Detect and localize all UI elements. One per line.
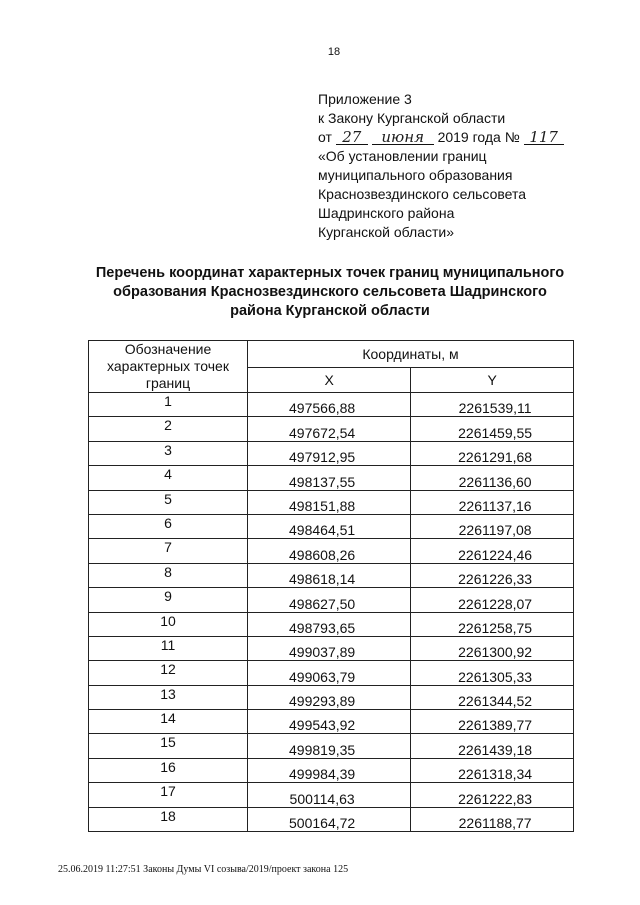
appendix-law-title-1: «Об установлении границ <box>318 148 487 164</box>
coordinates-table <box>88 340 574 832</box>
x-coordinate-cell: 498608,26 <box>248 539 411 563</box>
y-coordinate-cell: 2261318,34 <box>411 758 574 782</box>
point-number-cell: 1 <box>89 393 248 417</box>
y-coordinate-cell: 2261344,52 <box>411 685 574 709</box>
appendix-law-title-4: Шадринского района <box>318 205 455 221</box>
point-number-cell: 13 <box>89 685 248 709</box>
x-coordinate-cell: 497566,88 <box>248 393 411 417</box>
header-y: Y <box>411 367 574 393</box>
point-number-cell: 6 <box>89 514 248 538</box>
y-coordinate-cell: 2261539,11 <box>411 393 574 417</box>
table-row <box>89 588 574 612</box>
handwritten-law-number: 117 <box>524 130 564 145</box>
y-coordinate-cell: 2261226,33 <box>411 563 574 587</box>
y-coordinate-cell: 2261222,83 <box>411 783 574 807</box>
x-coordinate-cell: 498793,65 <box>248 612 411 636</box>
x-coordinate-cell: 499984,39 <box>248 758 411 782</box>
y-coordinate-cell: 2261439,18 <box>411 734 574 758</box>
appendix-law-title-2: муниципального образования <box>318 167 513 183</box>
x-coordinate-cell: 498151,88 <box>248 490 411 514</box>
x-coordinate-cell: 498137,55 <box>248 466 411 490</box>
page-number: 18 <box>327 46 341 58</box>
date-suffix: 2019 года № <box>437 129 520 145</box>
table-row <box>89 734 574 758</box>
y-coordinate-cell: 2261136,60 <box>411 466 574 490</box>
y-coordinate-cell: 2261300,92 <box>411 636 574 660</box>
date-prefix: от <box>318 129 332 145</box>
appendix-date-line <box>318 128 618 147</box>
point-number-cell: 4 <box>89 466 248 490</box>
point-number-cell: 8 <box>89 563 248 587</box>
point-number-cell: 9 <box>89 588 248 612</box>
table-row <box>89 393 574 417</box>
table-row <box>89 417 574 441</box>
table-row <box>89 710 574 734</box>
y-coordinate-cell: 2261197,08 <box>411 514 574 538</box>
y-coordinate-cell: 2261188,77 <box>411 807 574 831</box>
x-coordinate-cell: 498618,14 <box>248 563 411 587</box>
title-line-3: района Курганской области <box>230 303 430 319</box>
x-coordinate-cell: 497672,54 <box>248 417 411 441</box>
point-number-cell: 18 <box>89 807 248 831</box>
table-body <box>89 393 574 832</box>
point-number-cell: 14 <box>89 710 248 734</box>
point-number-cell: 17 <box>89 783 248 807</box>
point-number-cell: 5 <box>89 490 248 514</box>
y-coordinate-cell: 2261224,46 <box>411 539 574 563</box>
y-coordinate-cell: 2261137,16 <box>411 490 574 514</box>
x-coordinate-cell: 500114,63 <box>248 783 411 807</box>
x-coordinate-cell: 498627,50 <box>248 588 411 612</box>
header-coordinates: Координаты, м <box>248 341 574 368</box>
appendix-block <box>318 90 618 242</box>
point-number-cell: 3 <box>89 441 248 465</box>
header-x: X <box>248 367 411 393</box>
appendix-law-title-3: Краснозвездинского сельсовета <box>318 186 527 202</box>
y-coordinate-cell: 2261305,33 <box>411 661 574 685</box>
title-line-2: образования Краснозвездинского сельсовета Шадринского <box>113 284 547 300</box>
table-row <box>89 490 574 514</box>
y-coordinate-cell: 2261389,77 <box>411 710 574 734</box>
point-number-cell: 11 <box>89 636 248 660</box>
x-coordinate-cell: 500164,72 <box>248 807 411 831</box>
table-row <box>89 636 574 660</box>
table-row <box>89 783 574 807</box>
point-number-cell: 10 <box>89 612 248 636</box>
handwritten-month: июня <box>372 130 434 145</box>
point-number-cell: 15 <box>89 734 248 758</box>
appendix-law-title-5: Курганской области» <box>318 224 455 240</box>
header-point-designation: Обозначение характерных точек границ <box>89 341 248 393</box>
table-row <box>89 758 574 782</box>
x-coordinate-cell: 498464,51 <box>248 514 411 538</box>
table-row <box>89 612 574 636</box>
y-coordinate-cell: 2261228,07 <box>411 588 574 612</box>
table-row <box>89 466 574 490</box>
x-coordinate-cell: 499293,89 <box>248 685 411 709</box>
table-row <box>89 514 574 538</box>
y-coordinate-cell: 2261258,75 <box>411 612 574 636</box>
appendix-title: Приложение 3 <box>318 91 412 107</box>
table-row <box>89 661 574 685</box>
point-number-cell: 7 <box>89 539 248 563</box>
table-row <box>89 563 574 587</box>
table-row <box>89 441 574 465</box>
y-coordinate-cell: 2261459,55 <box>411 417 574 441</box>
title-line-1: Перечень координат характерных точек границ муниципального <box>95 265 565 281</box>
table-row <box>89 807 574 831</box>
x-coordinate-cell: 497912,95 <box>248 441 411 465</box>
point-number-cell: 16 <box>89 758 248 782</box>
table-row <box>89 685 574 709</box>
appendix-law: к Закону Курганской области <box>318 110 506 126</box>
x-coordinate-cell: 499063,79 <box>248 661 411 685</box>
table-row <box>89 539 574 563</box>
y-coordinate-cell: 2261291,68 <box>411 441 574 465</box>
footer-meta: 25.06.2019 11:27:51 Законы Думы VI созыва/2019/проект закона 125 <box>58 864 349 875</box>
x-coordinate-cell: 499543,92 <box>248 710 411 734</box>
point-number-cell: 2 <box>89 417 248 441</box>
document-title <box>60 264 600 321</box>
x-coordinate-cell: 499819,35 <box>248 734 411 758</box>
point-number-cell: 12 <box>89 661 248 685</box>
x-coordinate-cell: 499037,89 <box>248 636 411 660</box>
handwritten-day: 27 <box>336 130 368 145</box>
